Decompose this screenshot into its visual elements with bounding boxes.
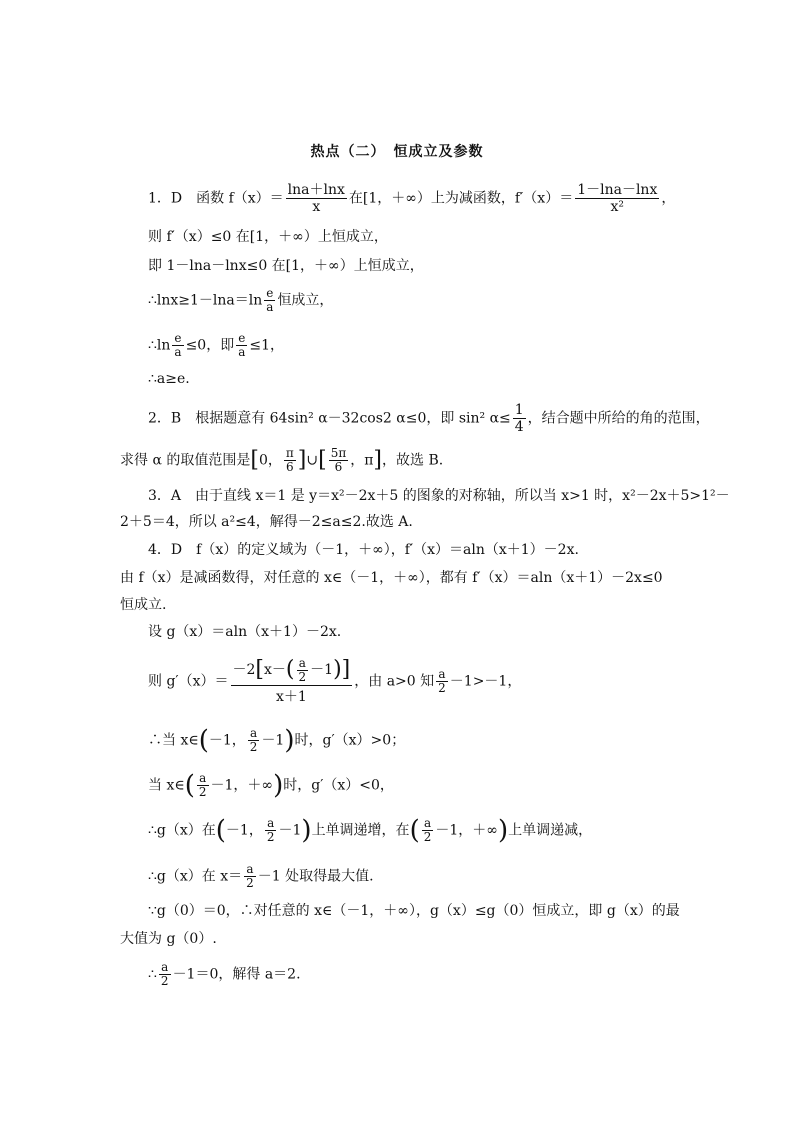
- q1-text: 在[1，＋∞）上为减函数，f′（x）＝: [348, 190, 574, 207]
- fraction: $\frac{1-\ln a-\ln x}{\text{x²}}$: [577, 182, 658, 215]
- fraction: $\frac{a}{2}$: [266, 816, 275, 844]
- q4-line-7: 当 x∈( $\frac{a}{2}$ －1，＋∞)时，g′（x）<0，: [148, 770, 394, 801]
- q4-line-2: 由 f（x）是减函数得，对任意的 x∈（－1，＋∞），都有 f′（x）＝aln（x＋1）－2x≤0: [120, 570, 663, 586]
- q4-line-6: ∴当 x∈(－1， $\frac{a}{2}$ －1)时，g′（x）>0；: [148, 725, 406, 756]
- q3-line-1: 3．A 由于直线 x＝1 是 y＝x²－2x＋5 的图象的对称轴，所以当 x>1 时，x²－2x＋5>1²－: [148, 488, 730, 504]
- fraction: $\frac{a}{2}$: [249, 726, 258, 754]
- q1-line-4: ∴lnx≥1－lna＝ln $\frac{e}{a}$ 恒成立，: [148, 286, 334, 314]
- q1-line-5: ∴ln $\frac{e}{a}$ ≤0，即 $\frac{e}{a}$ ≤1，: [148, 331, 284, 359]
- fraction: $\frac{e}{a}$: [238, 331, 246, 359]
- q4-line-4: 设 g（x）＝aln（x＋1）－2x.: [148, 624, 342, 640]
- page-title: 热点（二） 恒成立及参数: [310, 144, 484, 160]
- q2-line-2: 求得 α 的取值范围是[0， $\frac{\pi}{6}$ ]∪[ $\frac{5\pi}{6}$ ，π]，故选 B.: [120, 446, 444, 474]
- fraction: $\frac{a}{2}$: [298, 655, 307, 684]
- fraction: $\frac{e}{a}$: [266, 286, 274, 314]
- fraction: $\frac{\pi}{6}$: [285, 446, 294, 474]
- q4-line-3: 恒成立.: [120, 597, 167, 613]
- q4-line-1: 4．D f（x）的定义域为（－1，＋∞），f′（x）＝aln（x＋1）－2x.: [148, 542, 579, 558]
- q4-line-9: ∴g（x）在 x＝ $\frac{a}{2}$ －1 处取得最大值.: [148, 862, 374, 890]
- fraction: $\frac{a}{2}$: [160, 960, 169, 988]
- fraction: －2[x－( $\frac{a}{2}$ －1)] x＋1: [232, 655, 351, 705]
- fraction: $\frac{e}{a}$: [174, 331, 182, 359]
- q2-line-1: 2．B 根据题意有 64sin² α－32cos2 α≤0，即 sin² α≤ $\frac{1}{4}$ ，结合题中所给的角的范围，: [148, 402, 710, 435]
- q3-line-2: 2＋5＝4，所以 a²≤4，解得－2≤a≤2.故选 A.: [120, 514, 413, 530]
- q1-text: 1．D 函数 f（x）＝: [148, 190, 284, 207]
- q4-line-10: ∵g（0）＝0，∴对任意的 x∈（－1，＋∞），g（x）≤g（0）恒成立，即 g（x）的最: [148, 903, 680, 919]
- fraction: $\frac{a}{2}$: [423, 816, 432, 844]
- q1-line-3: 即 1－lna－lnx≤0 在[1，＋∞）上恒成立，: [148, 258, 424, 274]
- fraction: $\frac{\ln a+\ln x}{x}$: [287, 182, 345, 215]
- q4-line-11: 大值为 g（0）.: [120, 931, 217, 947]
- q4-line-5: 则 g′（x）＝ －2[x－( $\frac{a}{2}$ －1)] x＋1 ，由 a>0 知 $\frac{a}{2}$ －1>－1，: [148, 655, 521, 708]
- q4-line-8: ∴g（x）在(－1， $\frac{a}{2}$ －1)上单调递增，在( $\frac{a}{2}$ －1，＋∞)上单调递减，: [148, 815, 593, 846]
- q1-line-1: 1．D 函数 f（x）＝ $\frac{\ln a+\ln x}{x}$ 在[1，＋∞）上为减函数，f′（x）＝ $\frac{1-\ln a-\ln x}{\text{x²}}$ ，: [148, 182, 676, 215]
- fraction: $\frac{a}{2}$: [438, 667, 446, 695]
- fraction: $\frac{a}{2}$: [198, 771, 207, 799]
- fraction: $\frac{a}{2}$: [246, 862, 254, 890]
- q1-line-6: ∴a≥e.: [148, 371, 190, 387]
- fraction: $\frac{1}{4}$: [514, 402, 524, 435]
- fraction: $\frac{5\pi}{6}$: [330, 446, 347, 474]
- q1-line-2: 则 f′（x）≤0 在[1，＋∞）上恒成立，: [148, 229, 388, 245]
- q4-line-12: ∴ $\frac{a}{2}$ －1＝0，解得 a＝2.: [148, 960, 301, 988]
